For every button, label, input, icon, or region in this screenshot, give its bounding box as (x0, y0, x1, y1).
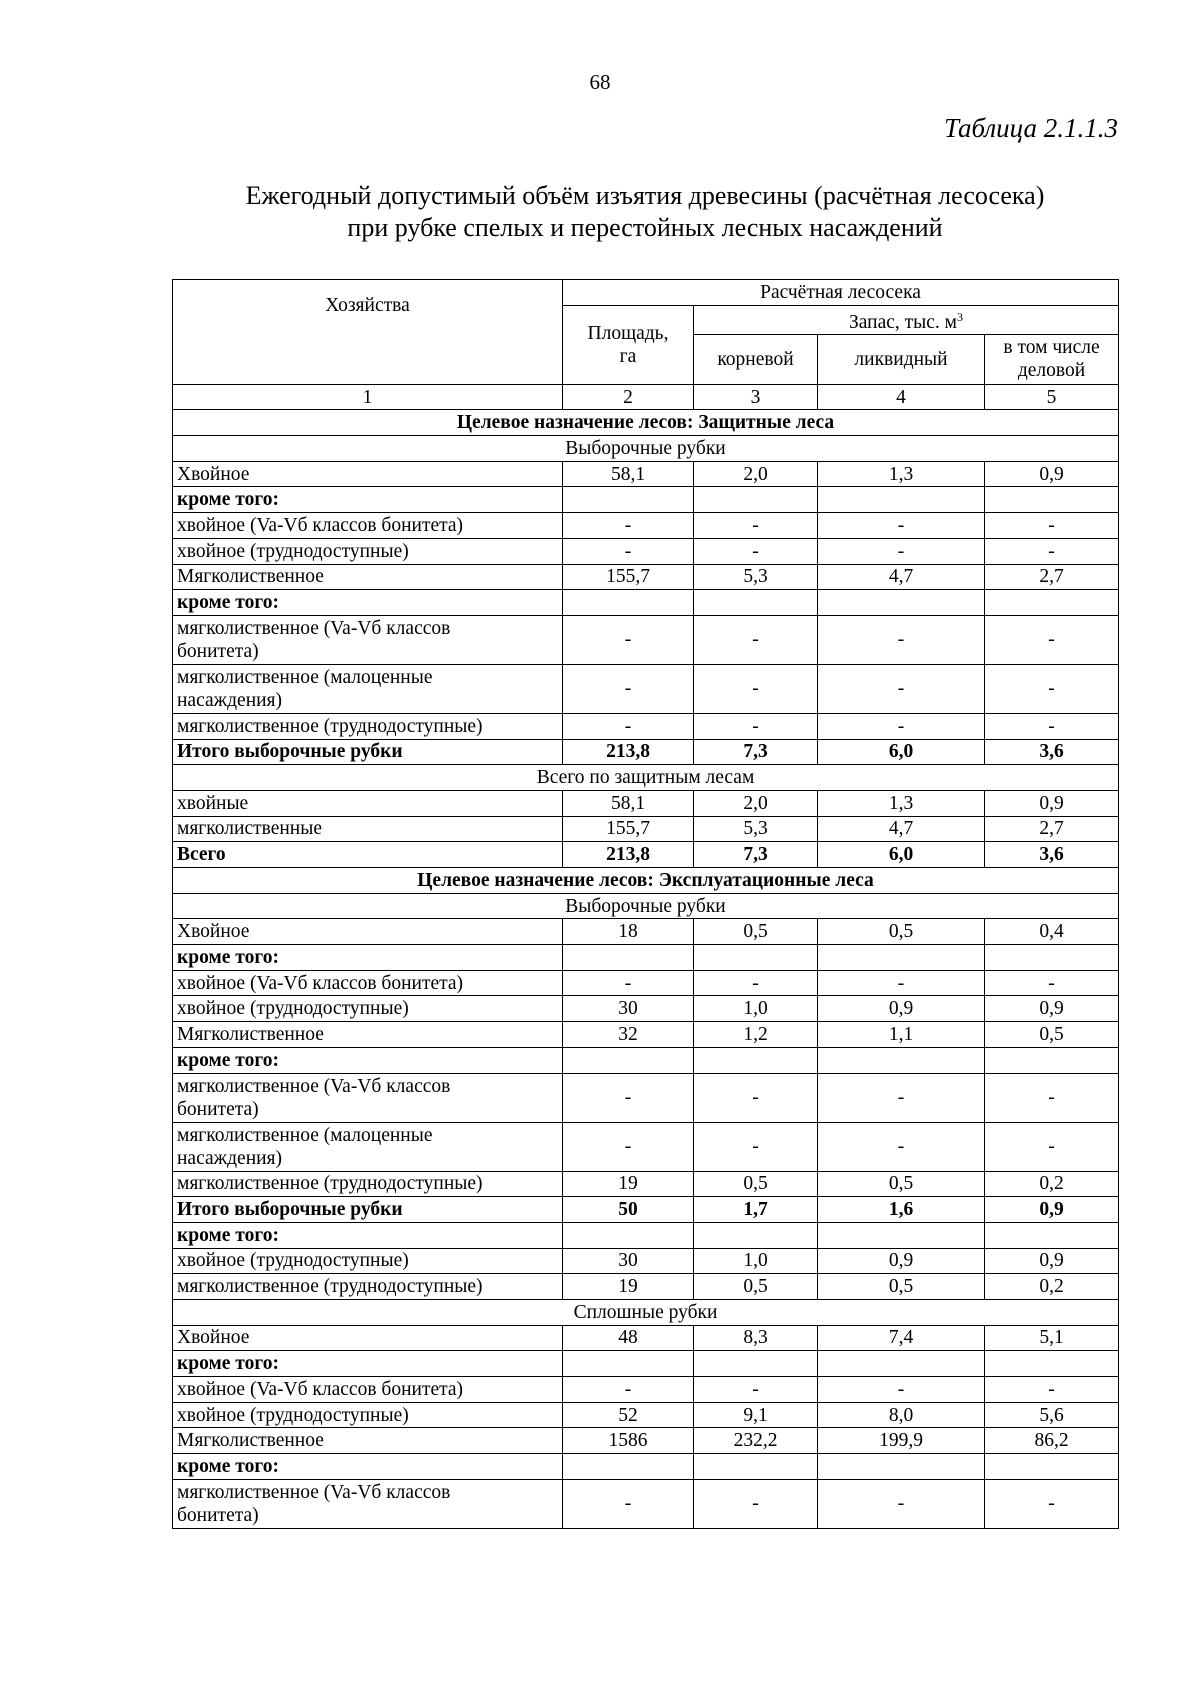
cell-area (563, 1454, 694, 1480)
subsection-heading-row (173, 1299, 1119, 1325)
cell-root: 1,0 (694, 1248, 818, 1274)
cell-business: 0,9 (985, 996, 1119, 1022)
cell-business (985, 487, 1119, 513)
header-num-1: 1 (173, 384, 563, 410)
cell-area: - (563, 970, 694, 996)
table-row (173, 1022, 1119, 1048)
table-row (173, 564, 1119, 590)
table-row (173, 1325, 1119, 1351)
row-name: кроме того: (173, 590, 563, 616)
cell-root: 1,2 (694, 1022, 818, 1048)
cell-liquid: 0,9 (818, 996, 985, 1022)
cell-root: 0,5 (694, 1171, 818, 1197)
cell-liquid: 199,9 (818, 1428, 985, 1454)
cell-root (694, 1351, 818, 1377)
table-row (173, 590, 1119, 616)
cell-business: - (985, 1122, 1119, 1171)
subsection-heading-row (173, 436, 1119, 462)
cell-liquid: - (818, 1073, 985, 1122)
section-heading: Целевое назначение лесов: Защитные леса (173, 410, 1119, 436)
row-name-line-1: мягколиственное (малоценные (177, 1124, 433, 1146)
table-row (173, 919, 1119, 945)
header-business (985, 334, 1119, 384)
cell-area: 30 (563, 1248, 694, 1274)
cell-area: 48 (563, 1325, 694, 1351)
cell-area: 19 (563, 1274, 694, 1300)
cell-root: 5,3 (694, 564, 818, 590)
cell-liquid: - (818, 1122, 985, 1171)
cell-liquid: 8,0 (818, 1402, 985, 1428)
cell-root: - (694, 713, 818, 739)
row-name: мягколиственное (труднодоступные) (173, 1274, 563, 1300)
table-title (170, 180, 1120, 244)
cell-area: 213,8 (563, 739, 694, 765)
cell-root (694, 945, 818, 971)
cell-area: 155,7 (563, 816, 694, 842)
cell-liquid: 4,7 (818, 564, 985, 590)
cell-area: - (563, 1479, 694, 1528)
cell-area: 58,1 (563, 790, 694, 816)
row-name: хвойное (труднодоступные) (173, 996, 563, 1022)
row-name: хвойное (труднодоступные) (173, 1402, 563, 1428)
cell-area: - (563, 1122, 694, 1171)
cell-root: 8,3 (694, 1325, 818, 1351)
cell-area (563, 1222, 694, 1248)
cell-root (694, 1454, 818, 1480)
cell-business: - (985, 1377, 1119, 1403)
cell-liquid: - (818, 970, 985, 996)
cell-business: - (985, 1479, 1119, 1528)
row-name: мягколиственное (труднодоступные) (173, 1171, 563, 1197)
cell-root (694, 590, 818, 616)
cell-liquid: 1,1 (818, 1022, 985, 1048)
row-name (173, 615, 563, 664)
table-row (173, 1222, 1119, 1248)
row-name: хвойные (173, 790, 563, 816)
cell-root: 1,7 (694, 1197, 818, 1223)
cell-liquid: - (818, 664, 985, 713)
cell-root: - (694, 970, 818, 996)
cell-liquid: 0,5 (818, 919, 985, 945)
row-name: хвойное (Va-Vб классов бонитета) (173, 1377, 563, 1403)
row-name (173, 1122, 563, 1171)
row-name: кроме того: (173, 1454, 563, 1480)
cell-area: - (563, 1377, 694, 1403)
cell-area: - (563, 664, 694, 713)
header-stock-sup: 3 (957, 309, 964, 324)
table-row (173, 945, 1119, 971)
row-name-line-1: мягколиственное (Va-Vб классов (177, 1481, 451, 1503)
cell-area: - (563, 615, 694, 664)
cell-area (563, 1351, 694, 1377)
header-business-line-1: в том числе (1003, 337, 1100, 359)
row-name: кроме того: (173, 1351, 563, 1377)
cell-business (985, 1047, 1119, 1073)
cell-area (563, 590, 694, 616)
cell-area: 213,8 (563, 842, 694, 868)
cell-business: 0,9 (985, 1248, 1119, 1274)
cell-liquid: - (818, 713, 985, 739)
cell-root: 2,0 (694, 461, 818, 487)
subsection-heading: Выборочные рубки (173, 893, 1119, 919)
header-num-4: 4 (818, 384, 985, 410)
cell-area (563, 487, 694, 513)
cell-business: 2,7 (985, 816, 1119, 842)
cell-liquid (818, 590, 985, 616)
table-row (173, 461, 1119, 487)
cell-liquid: 0,5 (818, 1274, 985, 1300)
subsection-heading-row (173, 893, 1119, 919)
cell-liquid: 1,6 (818, 1197, 985, 1223)
table-row (173, 996, 1119, 1022)
row-name (173, 1479, 563, 1528)
row-name-line-2: бонитета) (177, 1098, 259, 1120)
cell-liquid: 1,3 (818, 790, 985, 816)
row-name: мягколиственные (173, 816, 563, 842)
cell-business: - (985, 713, 1119, 739)
cell-business: 0,2 (985, 1171, 1119, 1197)
cell-business: - (985, 664, 1119, 713)
cell-liquid: 7,4 (818, 1325, 985, 1351)
cell-business: 0,2 (985, 1274, 1119, 1300)
row-name-line-2: насаждения) (177, 689, 283, 711)
row-name-line-2: бонитета) (177, 1504, 259, 1526)
section-heading-row (173, 868, 1119, 894)
cell-root: - (694, 513, 818, 539)
header-num-3: 3 (694, 384, 818, 410)
header-area-line-2: га (619, 345, 637, 367)
cell-area: - (563, 713, 694, 739)
cell-business: - (985, 615, 1119, 664)
cell-business: 5,1 (985, 1325, 1119, 1351)
table-row (173, 615, 1119, 664)
cell-area (563, 945, 694, 971)
header-stock-label: Запас, тыс. м (848, 311, 958, 333)
row-name: хвойное (труднодоступные) (173, 538, 563, 564)
row-name-line-1: мягколиственное (Va-Vб классов (177, 1075, 451, 1097)
title-line-2: при рубке спелых и перестойных лесных насаждений (347, 213, 943, 242)
table-row (173, 1122, 1119, 1171)
cell-liquid (818, 1454, 985, 1480)
row-name-line-1: мягколиственное (малоценные (177, 666, 433, 688)
header-numbers-row (173, 384, 1119, 410)
cell-business: 5,6 (985, 1402, 1119, 1428)
cell-root: 0,5 (694, 1274, 818, 1300)
table-row (173, 1377, 1119, 1403)
cell-liquid (818, 487, 985, 513)
cell-liquid: - (818, 1479, 985, 1528)
row-name: хвойное (труднодоступные) (173, 1248, 563, 1274)
row-name: кроме того: (173, 1047, 563, 1073)
row-name-line-2: бонитета) (177, 640, 259, 662)
cell-business: 2,7 (985, 564, 1119, 590)
section-heading-row (173, 410, 1119, 436)
cell-liquid: 6,0 (818, 842, 985, 868)
cell-root: 232,2 (694, 1428, 818, 1454)
row-name-line-1: мягколиственное (Va-Vб классов (177, 617, 451, 639)
cell-root: 7,3 (694, 739, 818, 765)
table-label: Таблица 2.1.1.3 (943, 113, 1118, 143)
cell-area: 19 (563, 1171, 694, 1197)
table-row (173, 1351, 1119, 1377)
table-row (173, 970, 1119, 996)
cell-liquid: - (818, 538, 985, 564)
row-name (173, 664, 563, 713)
table-row (173, 1197, 1119, 1223)
cell-root (694, 1047, 818, 1073)
cell-business: 0,9 (985, 790, 1119, 816)
cell-root: 2,0 (694, 790, 818, 816)
cell-liquid (818, 945, 985, 971)
subsection-heading: Выборочные рубки (173, 436, 1119, 462)
header-liquid: ликвидный (818, 334, 985, 384)
row-name: Хвойное (173, 919, 563, 945)
table-row (173, 1047, 1119, 1073)
table-row (173, 1248, 1119, 1274)
cell-business: 86,2 (985, 1428, 1119, 1454)
cell-root (694, 487, 818, 513)
table-row (173, 1171, 1119, 1197)
title-line-1: Ежегодный допустимый объём изъятия древесины (расчётная лесосека) (245, 181, 1045, 210)
cell-business: - (985, 970, 1119, 996)
row-name: Мягколиственное (173, 1022, 563, 1048)
cell-root: - (694, 1479, 818, 1528)
header-area-line-1: Площадь, (587, 322, 669, 344)
table-row (173, 487, 1119, 513)
cell-area: 52 (563, 1402, 694, 1428)
cell-area: - (563, 1073, 694, 1122)
cell-liquid: 1,3 (818, 461, 985, 487)
cell-liquid: - (818, 513, 985, 539)
section-heading: Целевое назначение лесов: Эксплуатационные леса (173, 868, 1119, 894)
cell-area: 58,1 (563, 461, 694, 487)
cell-root: - (694, 1122, 818, 1171)
cell-business: - (985, 513, 1119, 539)
table-row (173, 1454, 1119, 1480)
row-name: кроме того: (173, 1222, 563, 1248)
row-name: хвойное (Va-Vб классов бонитета) (173, 513, 563, 539)
row-name: Итого выборочные рубки (173, 1197, 563, 1223)
cell-liquid: 0,5 (818, 1171, 985, 1197)
header-cutting-area: Расчётная лесосека (563, 280, 1119, 306)
cell-business: 3,6 (985, 739, 1119, 765)
cell-root (694, 1222, 818, 1248)
cell-business (985, 590, 1119, 616)
cell-area: 50 (563, 1197, 694, 1223)
table-row (173, 513, 1119, 539)
cell-area: 155,7 (563, 564, 694, 590)
cell-root: 5,3 (694, 816, 818, 842)
cell-business: 0,4 (985, 919, 1119, 945)
cell-business: - (985, 1073, 1119, 1122)
cell-area: 30 (563, 996, 694, 1022)
header-row-1 (173, 280, 1119, 306)
cell-liquid: - (818, 1377, 985, 1403)
cell-area: 32 (563, 1022, 694, 1048)
header-business-line-2: деловой (1017, 360, 1086, 382)
table-row (173, 842, 1119, 868)
cell-liquid: 0,9 (818, 1248, 985, 1274)
cell-area: - (563, 538, 694, 564)
row-name-line-2: насаждения) (177, 1147, 283, 1169)
header-num-2: 2 (563, 384, 694, 410)
row-name: кроме того: (173, 487, 563, 513)
row-name: Хвойное (173, 1325, 563, 1351)
cell-business (985, 1454, 1119, 1480)
table-row (173, 816, 1119, 842)
cell-business: 0,9 (985, 461, 1119, 487)
cell-business (985, 945, 1119, 971)
row-name: хвойное (Va-Vб классов бонитета) (173, 970, 563, 996)
cell-root: 9,1 (694, 1402, 818, 1428)
cell-root: - (694, 1377, 818, 1403)
cell-root: - (694, 615, 818, 664)
row-name: Итого выборочные рубки (173, 739, 563, 765)
cell-liquid: 4,7 (818, 816, 985, 842)
page-number: 68 (589, 70, 611, 94)
table-row (173, 1274, 1119, 1300)
cell-liquid: 6,0 (818, 739, 985, 765)
table-row (173, 739, 1119, 765)
cell-area: 18 (563, 919, 694, 945)
table-row (173, 1073, 1119, 1122)
table-row (173, 1428, 1119, 1454)
cell-root: 7,3 (694, 842, 818, 868)
cell-liquid (818, 1222, 985, 1248)
cell-area: 1586 (563, 1428, 694, 1454)
cell-root: 0,5 (694, 919, 818, 945)
row-name: Всего (173, 842, 563, 868)
cell-root: - (694, 664, 818, 713)
cell-root: - (694, 1073, 818, 1122)
header-area (563, 305, 694, 384)
cell-area (563, 1047, 694, 1073)
cell-liquid (818, 1047, 985, 1073)
row-name: Хвойное (173, 461, 563, 487)
cell-business: 0,5 (985, 1022, 1119, 1048)
header-stock (694, 305, 1119, 334)
row-name: Мягколиственное (173, 1428, 563, 1454)
header-farms: Хозяйства (173, 280, 563, 385)
row-name: Мягколиственное (173, 564, 563, 590)
header-root: корневой (694, 334, 818, 384)
cell-root: - (694, 538, 818, 564)
table-row (173, 713, 1119, 739)
table-row (173, 1402, 1119, 1428)
cell-business (985, 1222, 1119, 1248)
allowable-cut-table (172, 279, 1119, 1529)
cell-business: 3,6 (985, 842, 1119, 868)
cell-business (985, 1351, 1119, 1377)
cell-business: - (985, 538, 1119, 564)
table-row (173, 790, 1119, 816)
row-name (173, 1073, 563, 1122)
subsection-heading-row (173, 765, 1119, 791)
subsection-heading: Сплошные рубки (173, 1299, 1119, 1325)
cell-root: 1,0 (694, 996, 818, 1022)
table-row (173, 1479, 1119, 1528)
cell-liquid: - (818, 615, 985, 664)
cell-business: 0,9 (985, 1197, 1119, 1223)
row-name: кроме того: (173, 945, 563, 971)
cell-area: - (563, 513, 694, 539)
header-num-5: 5 (985, 384, 1119, 410)
table-row (173, 538, 1119, 564)
cell-liquid (818, 1351, 985, 1377)
table-row (173, 664, 1119, 713)
row-name: мягколиственное (труднодоступные) (173, 713, 563, 739)
subsection-heading: Всего по защитным лесам (173, 765, 1119, 791)
